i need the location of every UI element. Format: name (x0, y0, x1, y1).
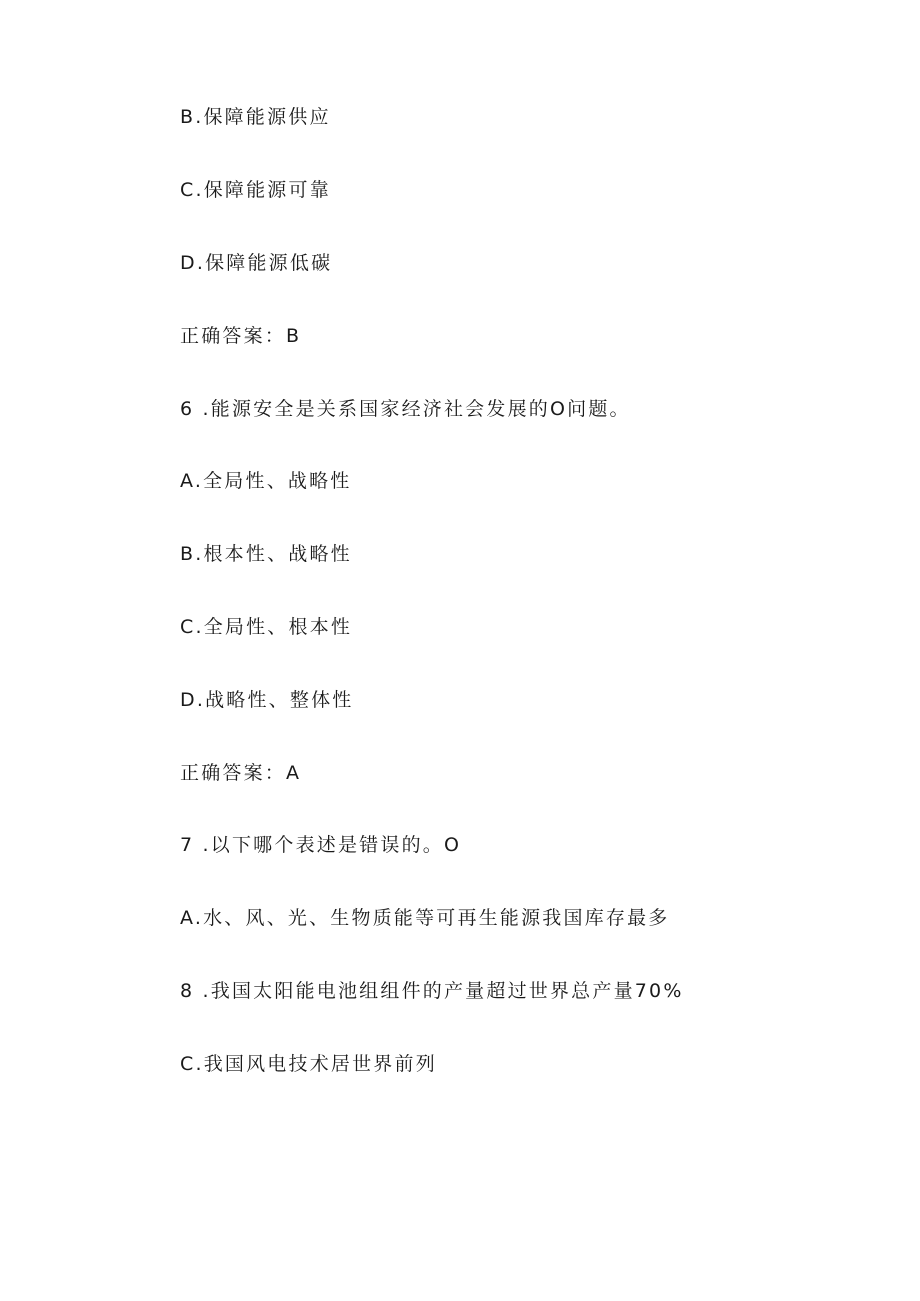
option-d-q5: D.保障能源低碳 (180, 252, 333, 274)
option-c-q6: C.全局性、根本性 (180, 616, 353, 638)
option-a-q6: A.全局性、战略性 (180, 470, 352, 492)
option-b-q6: B.根本性、战略性 (180, 543, 352, 565)
answer-q6: 正确答案：A (180, 762, 302, 784)
option-a-q7: A.水、风、光、生物质能等可再生能源我国库存最多 (180, 907, 670, 929)
question-8: 8 .我国太阳能电池组组件的产量超过世界总产量70% (180, 980, 684, 1002)
question-7: 7 .以下哪个表述是错误的。O (180, 834, 462, 856)
option-c-q5: C.保障能源可靠 (180, 179, 331, 201)
answer-q5: 正确答案：B (180, 325, 302, 347)
option-b-q5: B.保障能源供应 (180, 106, 331, 128)
option-d-q6: D.战略性、整体性 (180, 689, 354, 711)
option-c-q7: C.我国风电技术居世界前列 (180, 1053, 437, 1075)
question-6: 6 .能源安全是关系国家经济社会发展的O问题。 (180, 398, 631, 420)
